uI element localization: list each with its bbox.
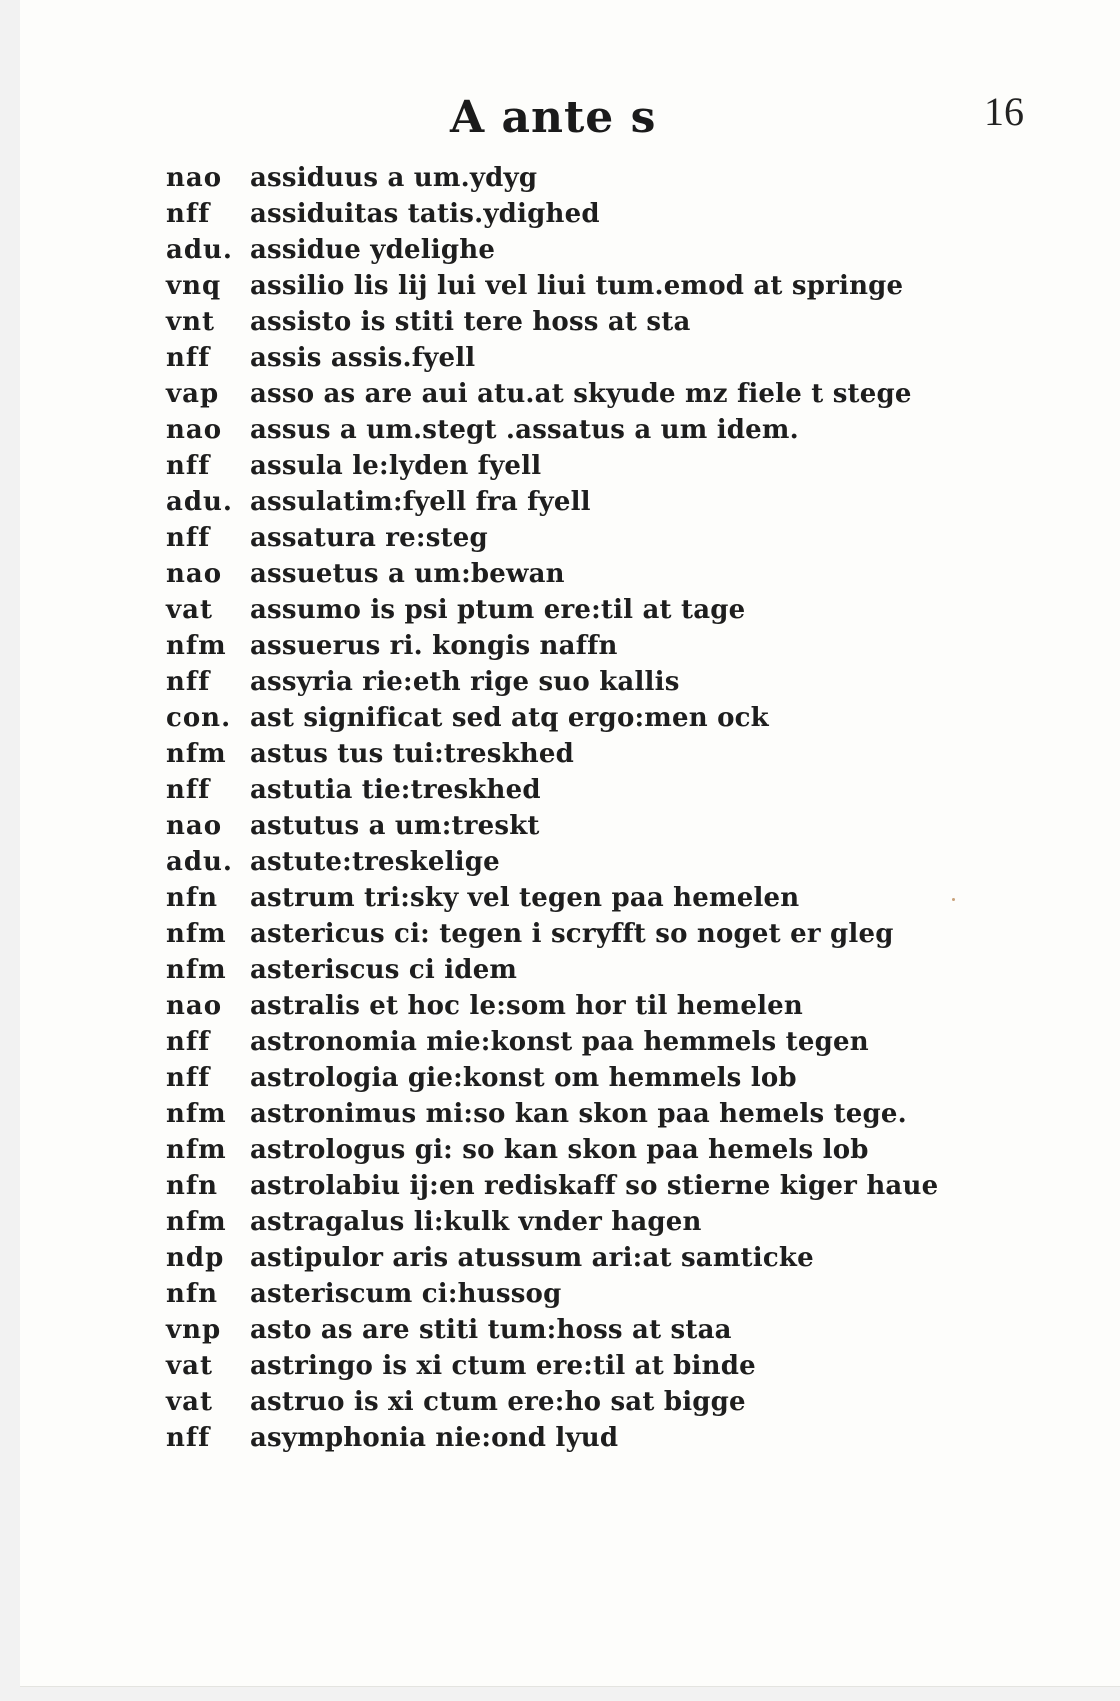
glossary-entry — [166, 628, 1066, 664]
grammar-code: vnp — [166, 1315, 222, 1345]
entry-text: asymphonia nie:ond lyud — [250, 1423, 619, 1453]
entry-text: astronimus mi:so kan skon paa hemels tege. — [250, 1099, 907, 1129]
entry-text: assyria rie:eth rige suo kallis — [250, 667, 680, 697]
entry-text: astrolabiu ij:en rediskaff so stierne kiger haue — [250, 1171, 939, 1201]
glossary-entry — [166, 808, 1066, 844]
glossary-entry — [166, 160, 1066, 196]
glossary-entry — [166, 916, 1066, 952]
glossary-entry — [166, 1096, 1066, 1132]
glossary-entry — [166, 484, 1066, 520]
glossary-entry — [166, 520, 1066, 556]
glossary-entry — [166, 1384, 1066, 1420]
grammar-code: nao — [166, 811, 223, 841]
glossary-entry — [166, 412, 1066, 448]
glossary-entry — [166, 880, 1066, 916]
grammar-code: vap — [166, 379, 220, 409]
glossary-entries — [166, 160, 1066, 1456]
glossary-entry — [166, 304, 1066, 340]
glossary-entry — [166, 376, 1066, 412]
grammar-code: vat — [166, 595, 213, 625]
glossary-entry — [166, 1204, 1066, 1240]
glossary-entry — [166, 196, 1066, 232]
entry-text: astronomia mie:konst paa hemmels tegen — [250, 1027, 869, 1057]
grammar-code: nao — [166, 415, 223, 445]
glossary-entry — [166, 268, 1066, 304]
grammar-code: con. — [166, 703, 232, 733]
grammar-code: nfm — [166, 1099, 227, 1129]
entry-text: assuerus ri. kongis naffn — [250, 631, 618, 661]
entry-text: assidue ydelighe — [250, 235, 496, 265]
entry-text: assis assis.fyell — [250, 343, 476, 373]
glossary-entry — [166, 1060, 1066, 1096]
glossary-entry — [166, 1024, 1066, 1060]
entry-text: astragalus li:kulk vnder hagen — [250, 1207, 702, 1237]
entry-text: asteriscum ci:hussog — [250, 1279, 562, 1309]
grammar-code: nff — [166, 775, 211, 805]
grammar-code: nff — [166, 667, 211, 697]
entry-text: assulatim:fyell fra fyell — [250, 487, 591, 517]
book-page — [20, 0, 1120, 1687]
glossary-entry — [166, 952, 1066, 988]
entry-text: astrum tri:sky vel tegen paa hemelen — [250, 883, 800, 913]
glossary-entry — [166, 1132, 1066, 1168]
glossary-entry — [166, 556, 1066, 592]
grammar-code: adu. — [166, 487, 233, 517]
glossary-entry — [166, 448, 1066, 484]
entry-text: astruo is xi ctum ere:ho sat bigge — [250, 1387, 746, 1417]
glossary-entry — [166, 1168, 1066, 1204]
entry-text: assiduus a um.ydyg — [250, 163, 538, 193]
entry-text: astrologus gi: so kan skon paa hemels lob — [250, 1135, 869, 1165]
entry-text: astipulor aris atussum ari:at samticke — [250, 1243, 814, 1273]
glossary-entry — [166, 736, 1066, 772]
grammar-code: nfn — [166, 883, 218, 913]
grammar-code: vat — [166, 1387, 213, 1417]
grammar-code: nao — [166, 163, 223, 193]
grammar-code: nfm — [166, 1135, 227, 1165]
glossary-entry — [166, 340, 1066, 376]
entry-text: astus tus tui:treskhed — [250, 739, 575, 769]
glossary-entry — [166, 700, 1066, 736]
entry-text: asto as are stiti tum:hoss at staa — [250, 1315, 732, 1345]
page-number: 16 — [984, 89, 1024, 134]
entry-text: asso as are aui atu.at skyude mz fiele t stege — [250, 379, 912, 409]
entry-text: assumo is psi ptum ere:til at tage — [250, 595, 746, 625]
glossary-entry — [166, 1348, 1066, 1384]
entry-text: assiduitas tatis.ydighed — [250, 199, 600, 229]
paper-speck — [952, 898, 955, 901]
entry-text: astringo is xi ctum ere:til at binde — [250, 1351, 756, 1381]
glossary-entry — [166, 772, 1066, 808]
entry-text: assilio lis lij lui vel liui tum.emod at springe — [250, 271, 904, 301]
grammar-code: nff — [166, 1063, 211, 1093]
grammar-code: ndp — [166, 1243, 225, 1273]
grammar-code: nff — [166, 1027, 211, 1057]
grammar-code: nff — [166, 451, 211, 481]
grammar-code: nfm — [166, 739, 227, 769]
entry-text: asteriscus ci idem — [250, 955, 518, 985]
glossary-entry — [166, 664, 1066, 700]
grammar-code: nfn — [166, 1279, 218, 1309]
entry-text: astericus ci: tegen i scryfft so noget er gleg — [250, 919, 894, 949]
entry-text: astute:treskelige — [250, 847, 500, 877]
glossary-entry — [166, 1240, 1066, 1276]
grammar-code: nff — [166, 1423, 211, 1453]
grammar-code: vnq — [166, 271, 222, 301]
grammar-code: vnt — [166, 307, 216, 337]
glossary-entry — [166, 844, 1066, 880]
grammar-code: nao — [166, 991, 223, 1021]
entry-text: astutus a um:treskt — [250, 811, 540, 841]
glossary-entry — [166, 1312, 1066, 1348]
grammar-code: adu. — [166, 235, 233, 265]
entry-text: assisto is stiti tere hoss at sta — [250, 307, 691, 337]
glossary-entry — [166, 1420, 1066, 1456]
grammar-code: nao — [166, 559, 223, 589]
entry-text: assatura re:steg — [250, 523, 488, 553]
page-heading: A ante s — [450, 92, 657, 143]
entry-text: assus a um.stegt .assatus a um idem. — [250, 415, 799, 445]
grammar-code: adu. — [166, 847, 233, 877]
entry-text: ast significat sed atq ergo:men ock — [250, 703, 769, 733]
grammar-code: nfn — [166, 1171, 218, 1201]
grammar-code: nfm — [166, 955, 227, 985]
glossary-entry — [166, 988, 1066, 1024]
grammar-code: vat — [166, 1351, 213, 1381]
grammar-code: nff — [166, 199, 211, 229]
entry-text: assula le:lyden fyell — [250, 451, 542, 481]
entry-text: astrologia gie:konst om hemmels lob — [250, 1063, 797, 1093]
entry-text: astutia tie:treskhed — [250, 775, 541, 805]
grammar-code: nff — [166, 523, 211, 553]
glossary-entry — [166, 592, 1066, 628]
entry-text: astralis et hoc le:som hor til hemelen — [250, 991, 804, 1021]
grammar-code: nfm — [166, 631, 227, 661]
grammar-code: nfm — [166, 919, 227, 949]
glossary-entry — [166, 1276, 1066, 1312]
grammar-code: nff — [166, 343, 211, 373]
entry-text: assuetus a um:bewan — [250, 559, 565, 589]
grammar-code: nfm — [166, 1207, 227, 1237]
glossary-entry — [166, 232, 1066, 268]
